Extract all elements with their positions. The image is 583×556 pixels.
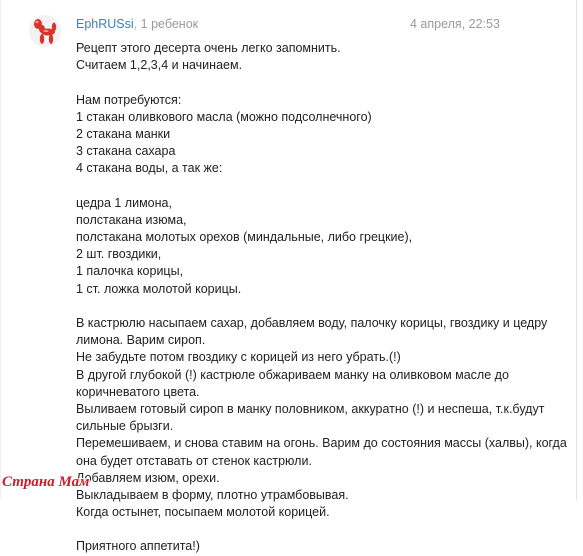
avatar[interactable]: [29, 15, 61, 47]
paragraph-gap: [76, 521, 566, 538]
comment-text-line: лимона. Варим сироп.: [76, 333, 206, 348]
paragraph-gap: [76, 74, 566, 91]
comment-text-line: Считаем 1,2,3,4 и начинаем.: [76, 58, 243, 73]
comment-text-line: Добавляем изюм, орехи.: [76, 470, 220, 485]
comment-text-line: полстакана изюма,: [76, 212, 187, 227]
comment-text-line: полстакана молотых орехов (миндальные, либо грецкие),: [76, 230, 413, 245]
comment-text-line: 4 стакана воды, а так же:: [76, 161, 223, 176]
paragraph-gap: [76, 298, 566, 315]
site-watermark: Страна Мам: [2, 474, 90, 490]
author-children-count: 1 ребенок: [140, 17, 199, 31]
comment-text-line: Перемешиваем, и снова ставим на огонь. Варим до состояния массы (халвы), когда: [76, 436, 567, 451]
comment-text-line: Выливаем готовый сироп в манку половником, аккуратно (!) и неспеша, т.к.будут: [76, 401, 545, 416]
comment-timestamp[interactable]: 4 апреля, 22:53: [410, 17, 500, 31]
comment-text-line: Выкладываем в форму, плотно утрамбовывая.: [76, 487, 349, 502]
comment-text-line: сильные брызги.: [76, 419, 174, 434]
comment-text-line: 1 ст. ложка молотой корицы.: [76, 281, 242, 296]
comment-text-line: 1 стакан оливкового масла (можно подсолнечного): [76, 109, 372, 124]
comment-text-line: она будет отставать от стенок кастрюли.: [76, 453, 312, 468]
comment-body: [76, 40, 566, 556]
comment-text-line: В кастрюлю насыпаем сахар, добавляем воду, палочку корицы, гвоздику и цедру: [76, 316, 548, 330]
comment-text-line: 2 шт. гвоздики,: [76, 247, 162, 262]
comment-text-line: Нам потребуются:: [76, 92, 182, 107]
header-separator: ,: [133, 17, 138, 31]
paragraph-gap: [76, 178, 566, 195]
comment-text-line: В другой глубокой (!) кастрюле обжариваем манку на оливковом масле до: [76, 367, 509, 382]
balloon-dog-icon: [29, 15, 61, 47]
comment-text-line: Когда остынет, посыпаем молотой корицей.: [76, 505, 330, 520]
comment-text-line: 2 стакана манки: [76, 126, 171, 141]
comment-text-line: 3 стакана сахара: [76, 144, 176, 159]
comment-text-line: коричневатого цвета.: [76, 384, 200, 399]
comment-text-line: Приятного аппетита!): [76, 539, 200, 554]
comment-text-line: цедра 1 лимона,: [76, 195, 172, 210]
comment-text-line: Не забудьте потом гвоздику с корицей из него убрать.(!): [76, 350, 401, 365]
comment-text-line: 1 палочка корицы,: [76, 264, 184, 279]
comment-text-line: Рецепт этого десерта очень легко запомнить.: [76, 41, 341, 55]
author-link[interactable]: EphRUSsi: [76, 17, 134, 31]
